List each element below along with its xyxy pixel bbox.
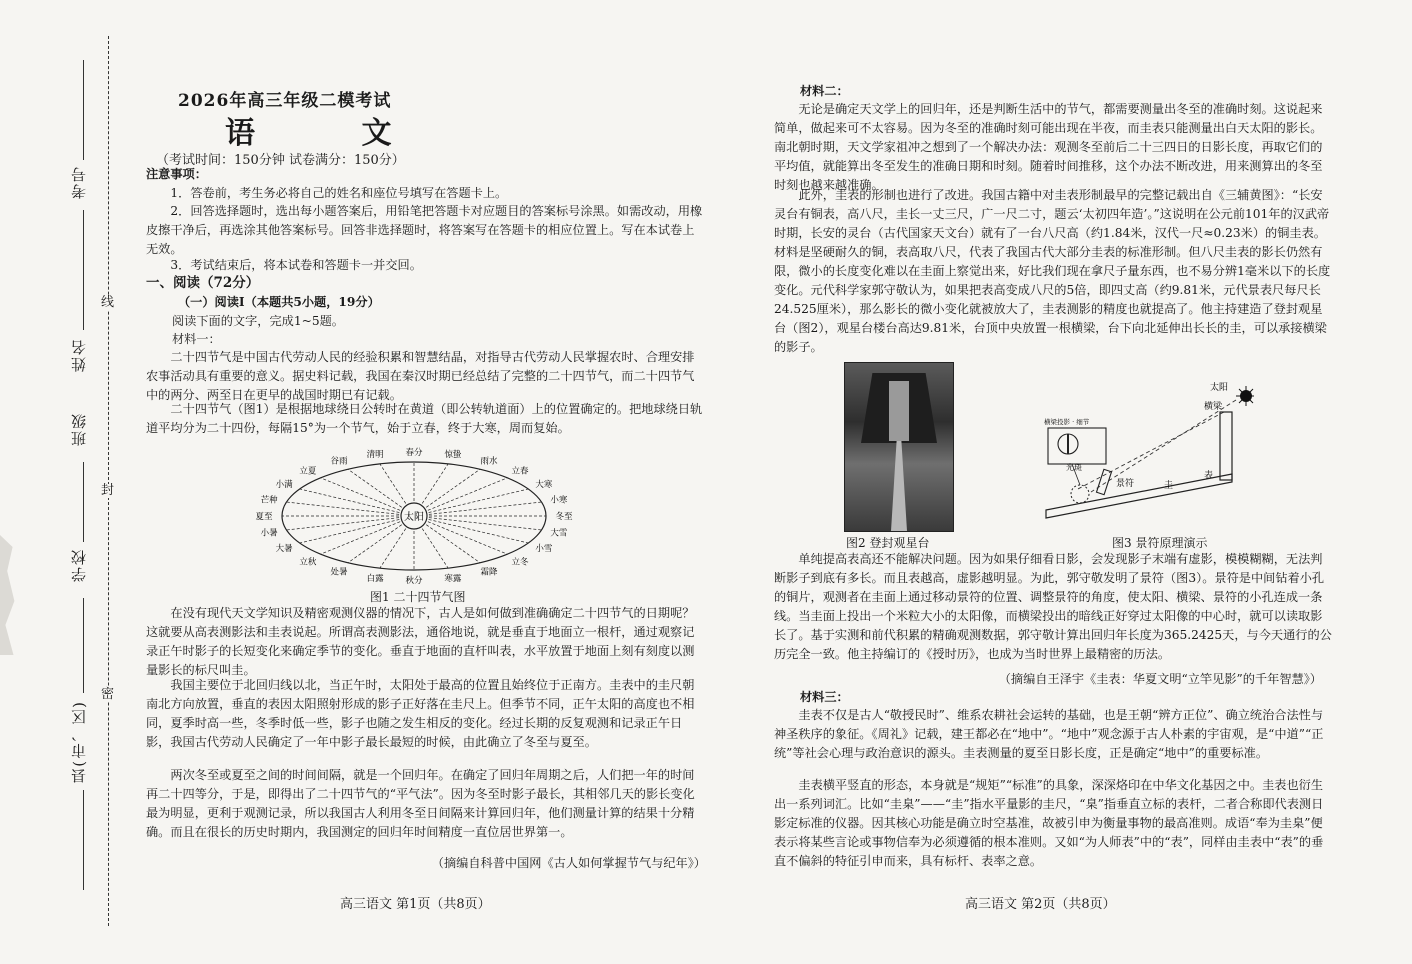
term-spoke (414, 516, 542, 530)
observatory-photo (844, 362, 954, 532)
solar-term-label: 惊蛰 (444, 450, 462, 461)
subject-title: 语 文 (225, 116, 440, 151)
term-spoke (414, 502, 542, 516)
material1-label: 材料一： (172, 332, 221, 346)
solar-term-label: 立冬 (511, 557, 529, 568)
binding-strip (0, 0, 135, 964)
crossbeam-text: 横梁 (1204, 402, 1223, 412)
solar-term-label: 霜降 (480, 567, 498, 578)
field-underline (83, 462, 84, 542)
sun-text: 太阳 (1210, 383, 1229, 393)
field-county: 县(市、区) (70, 700, 88, 784)
m2-paragraph-1: 无论是确定天文学上的回归年，还是判断生活中的节气，都需要测量出冬至的准确时刻。这说起来简单，做起来可不太容易。因为冬至的准确时刻可能出现在半夜，而圭表只能测量出白天太阳的影长。南北朝时期，天文学家祖冲之想到了一个解决办法：观测冬至前后二十三四日的日影长度，再取它们的平均值，就能算出冬至发生的准确日期和时刻。随着时间推移，这个办法不断改进，用来测算出的冬至时刻也越来越准确。 (774, 102, 1323, 192)
solar-term-label: 夏至 (255, 512, 273, 522)
gui-path (891, 441, 907, 531)
m3-paragraph-1: 圭表不仅是古人“敬授民时”、维系农耕社会运转的基础，也是王朝“辨方正位”、确立统治合法性与神圣秩序的象征。《周礼》记载，建王都必在“地中”。“地中”观念源于古人朴素的宇宙观，是“中道”“正统”等社会心理与政治意识的源头。圭表测量的夏至日影长度，正是确定“地中”的重要标准。 (774, 708, 1324, 760)
m3-paragraph-2: 圭表横平竖直的形态，本身就是“规矩”“标准”的具象，深深烙印在中华文化基因之中。圭表也衍生出一系列词汇。比如“圭臬”——“圭”指水平量影的圭尺，“臬”指垂直立标的表杆，二者合称即代表测日影定标准的仪器。因其核心功能是确立时空基准，故被引申为衡量事物的最高准则。成语“奉为圭臬”便表示将某些言论或事物信奉为必须遵循的根本准则。又如“为人师表”中的“表”，同样由圭表中“表”的垂直不偏斜的特征引申而来，具有标杆、表率之意。 (774, 778, 1324, 868)
reading-instruction: 阅读下面的文字，完成1~5题。 (172, 314, 344, 328)
solar-term-label: 秋分 (405, 576, 423, 586)
field-underline (83, 210, 84, 330)
m1-paragraph-1: 二十四节气是中国古代劳动人民的经验积累和智慧结晶，对指导古代劳动人民掌握农时、合理安排农事活动具有重要的意义。据史料记载，我国在秦汉时期已经总结了完整的二十四节气，而二十四节气中的两分、两至日在更早的战国时期已有记载。 (146, 350, 695, 402)
fig1-caption: 图1 二十四节气图 (370, 590, 466, 604)
solar-term-label: 冬至 (555, 512, 573, 522)
m1-paragraph-4: 我国主要位于北回归线以北，当正午时，太阳处于最高的位置且始终位于正南方。圭表中的圭尺朝南北方向放置，垂直的表因太阳照射形成的影子正好落在圭尺上。但季节不同，正午太阳的高度也不相同，夏季时高一些，冬季时低一些，影子也随之发生相反的变化。经过长期的反复观测和记录正午日影，我国古代劳动人民确定了一年中影子最长最短的时候，由此确立了冬至与夏至。 (146, 678, 695, 749)
field-school: 学校 (70, 548, 88, 582)
solar-term-label: 寒露 (444, 573, 462, 584)
notice-2: 2．回答选择题时，选出每小题答案后，用铅笔把答题卡对应题目的答案标号涂黑。如需改动，用橡皮擦干净后，再选涂其他答案标号。回答非选择题时，将答案写在答题卡的相应位置上。写在本试卷上无效。 (146, 204, 703, 256)
term-spoke (414, 489, 528, 516)
seal-line (108, 36, 109, 926)
observatory-gap (889, 381, 909, 441)
m2-paragraph-2: 此外，圭表的形制也进行了改进。我国古籍中对圭表形制最早的完整记载出自《三辅黄图》：“长安灵台有铜表，高八尺，圭长一丈三尺，广一尺二寸，题云‘太初四年造’。”这说明在公元前101年的汉武帝时期，长安的灵台（古代国家天文台）就有了一台八尺高（约1.84米，汉代一尺≈0.23米）的铜圭表。材料是坚硬耐久的铜，表高取八尺，代表了我国古代大部分圭表的标准形制。但八尺圭表的影长仍然有限，微小的长度变化难以在圭面上察觉出来，好比我们现在拿尺子量东西，也不易分辨1毫米以下的长度变化。元代科学家郭守敬认为，如果把表高变成八尺的5倍，即四丈高（约9.81米，元代景表尺每尺长24.525厘米），那么影长的微小变化就被放大了，圭表测影的精度也就提高了。他主持建造了登封观星台（图2），观星台楼台高达9.81米，台顶中央放置一根横梁，台下向北延伸出长长的圭，可以承接横梁的影子。 (774, 188, 1331, 354)
notice-3: 3．考试结束后，将本试卷和答题卡一并交回。 (170, 258, 422, 272)
term-spoke (300, 489, 414, 516)
gui-text: 圭 (1164, 481, 1174, 491)
m2-paragraph-3: 单纯提高表高还不能解决问题。因为如果仔细看日影，会发现影子末端有虚影，模模糊糊，无法判断影子到底有多长。而且表越高，虚影越明显。为此，郭守敬发明了景符（图3）。景符是中间钻着小孔的铜片，观测者在圭面上通过移动景符的位置、调整景符的角度，使太阳、横梁、景符的小孔连成一条线。当圭面上投出一个米粒大小的太阳像，而横梁投出的暗线正好穿过太阳像的中心时，就可以读取影长了。基于实测和前代积累的精确观测数据，郭守敬计算出回归年长度为365.2425天，与今天通行的公历完全一致。他主持编订的《授时历》，也成为当时世界上最精密的历法。 (774, 552, 1332, 661)
term-spoke (286, 502, 414, 516)
inset-box (1048, 428, 1106, 464)
section-heading: 一、阅读（72分） (146, 275, 260, 291)
spot-text: 光斑 (1066, 463, 1082, 472)
solar-term-label: 大暑 (275, 544, 293, 554)
field-underline (83, 598, 84, 693)
subsection-heading: （一）阅读Ⅰ（本题共5小题，19分） (178, 295, 380, 309)
solar-term-label: 小满 (275, 480, 293, 490)
term-spoke (286, 516, 414, 530)
exam-info: （考试时间：150分钟 试卷满分：150分） (156, 153, 405, 168)
sun-label: 太阳 (404, 512, 424, 523)
solar-term-label: 大寒 (535, 480, 553, 490)
notice-title: 注意事项： (146, 167, 207, 181)
jingfu-diagram (1036, 378, 1262, 528)
fig3-caption: 图3 景符原理演示 (1112, 536, 1208, 550)
m1-paragraph-2: 二十四节气（图1）是根据地球绕日公转时在黄道（即公转轨道面）上的位置确定的。把地球绕日轨道平均分为二十四份，每隔15°为一个节气，始于立春，终于大寒，周而复始。 (146, 402, 703, 435)
sun-ray (1091, 400, 1236, 492)
m1-source: （摘编自科普中国网《古人如何掌握节气与纪年》） (431, 856, 706, 870)
notice-1: 1．答卷前，考生务必将自己的姓名和座位号填写在答题卡上。 (170, 186, 508, 200)
torn-edge (0, 535, 18, 655)
solar-terms-diagram (252, 440, 588, 592)
solar-term-label: 清明 (366, 450, 384, 461)
solar-term-label: 立夏 (299, 466, 317, 477)
solar-term-label: 雨水 (480, 456, 498, 467)
solar-term-label: 白露 (366, 573, 384, 584)
field-exam-number: 考号 (70, 165, 88, 199)
page2-footer: 高三语文 第2页（共8页） (965, 897, 1116, 912)
term-spoke (300, 516, 414, 543)
term-spoke (414, 516, 528, 543)
solar-term-label: 小暑 (260, 528, 278, 539)
fig2-caption: 图2 登封观星台 (846, 536, 930, 550)
seal-word-line: 线 (101, 295, 115, 310)
material3-label: 材料三： (800, 690, 849, 704)
field-name: 姓名 (70, 338, 88, 372)
jingfu-text: 景符 (1116, 479, 1135, 489)
solar-term-label: 谷雨 (330, 456, 348, 467)
m1-paragraph-5: 两次冬至或夏至之间的时间间隔，就是一个回归年。在确定了回归年周期之后，人们把一年的时间再二十四等分，于是，即得出了二十四节气的“平气法”。因为冬至时影子最长，其相邻几天的影长变化最为明显，更利于观测记录，所以我国古人利用冬至日间隔来计算回归年，他们测量计算的结果十分精确。而且在很长的历史时期内，我国测定的回归年时间精度一直位居世界第一。 (146, 768, 695, 839)
m2-source: （摘编自王泽宇《圭表：华夏文明“立竿见影”的千年智慧》） (998, 672, 1322, 686)
inset-title: 横梁投影 · 细节 (1044, 418, 1090, 426)
solar-term-label: 春分 (405, 448, 423, 458)
solar-term-label: 小寒 (550, 495, 568, 506)
solar-term-label: 芒种 (260, 495, 278, 506)
material2-label: 材料二： (800, 84, 849, 98)
page1-footer: 高三语文 第1页（共8页） (340, 897, 491, 912)
m1-paragraph-3: 在没有现代天文学知识及精密观测仪器的情况下，古人是如何做到准确确定二十四节气的日期呢？这就要从高表测影法和圭表说起。所谓高表测影法，通俗地说，就是垂直于地面立一根杆，通过观察记录正午时影子的长短变化来确定季节的变化。垂直于地面的直杆叫表，水平放置于地面上刻有刻度以测量影长的标尺叫圭。 (146, 606, 695, 677)
seal-word-seal: 封 (101, 483, 115, 498)
field-underline (83, 60, 84, 160)
seal-word-secret: 密 (101, 687, 115, 702)
solar-term-label: 大雪 (550, 528, 568, 539)
biao-pillar (1220, 412, 1232, 480)
solar-term-label: 立春 (511, 466, 529, 477)
biao-text: 表 (1204, 471, 1214, 481)
field-underline (83, 790, 84, 890)
exam-title: 2026年高三年级二模考试 (178, 91, 392, 111)
solar-term-label: 小雪 (535, 544, 553, 554)
field-class: 班级 (70, 412, 88, 446)
jingfu-plate (1096, 469, 1111, 494)
solar-term-label: 立秋 (299, 557, 317, 568)
solar-term-label: 处暑 (330, 567, 348, 578)
